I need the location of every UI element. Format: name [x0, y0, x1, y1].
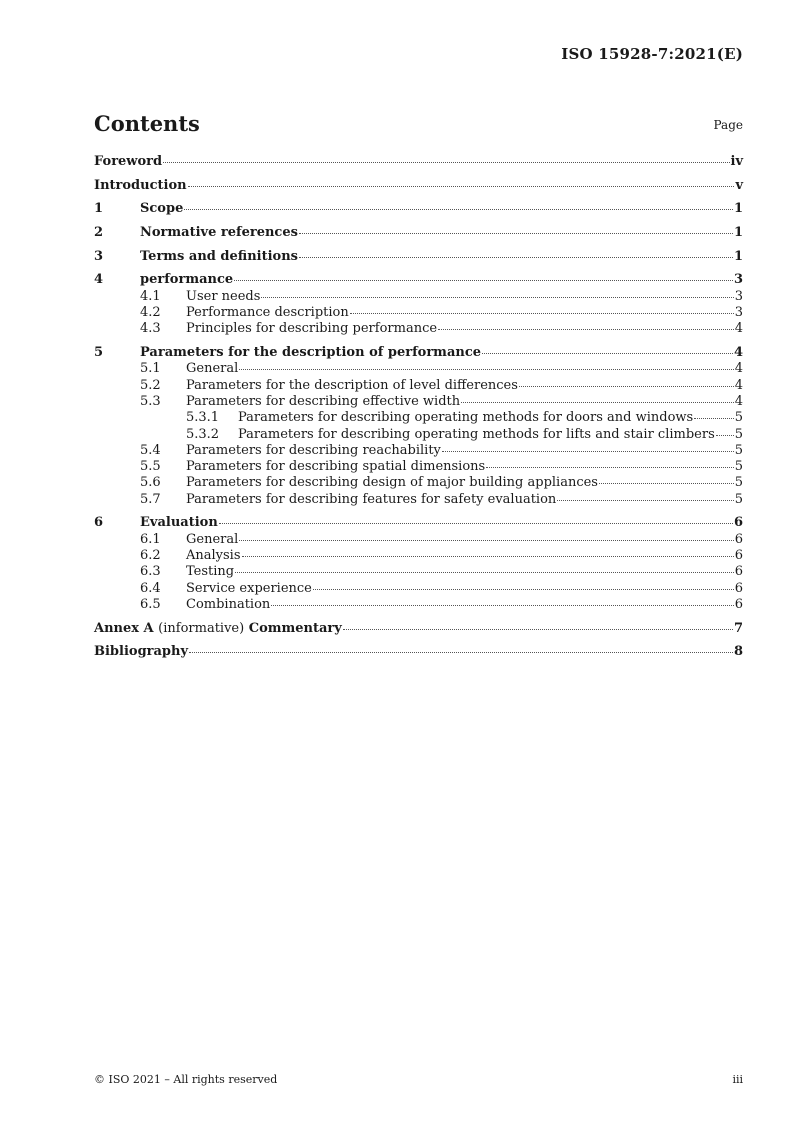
- dot-leader: [716, 435, 734, 436]
- toc-entry[interactable]: [94, 272, 743, 288]
- toc-entry-label: Parameters for describing design of major building appliances: [186, 475, 598, 491]
- toc-entry-number: 4.3: [140, 321, 161, 337]
- toc-entry-number: 6.3: [140, 564, 161, 580]
- toc-entry-number: 6.4: [140, 580, 161, 596]
- toc-entry-label: Principles for describing performance: [186, 321, 438, 337]
- toc-entry[interactable]: [94, 532, 743, 548]
- toc-entry-page: 1: [733, 201, 743, 217]
- toc-entry-number: 2: [94, 225, 104, 241]
- toc-entry-page: 1: [733, 248, 743, 264]
- toc-entry-number: 4: [94, 272, 104, 288]
- toc-entry-label: Combination: [186, 596, 271, 612]
- toc-entry[interactable]: [94, 548, 743, 564]
- toc-entry-label: Foreword: [94, 154, 163, 169]
- toc-entry-page: v: [735, 177, 743, 193]
- toc-entry-page: 5: [734, 410, 743, 426]
- toc-entry[interactable]: [94, 305, 743, 321]
- toc-entry-page: 6: [733, 515, 743, 531]
- toc-entry-number: 5.4: [140, 442, 161, 458]
- toc-entry-page: 4: [734, 393, 743, 409]
- toc-entry-label: Scope: [140, 201, 184, 217]
- toc-entry[interactable]: [94, 564, 743, 580]
- toc-entry-number: 5: [94, 345, 104, 361]
- toc-entry-label: Evaluation: [140, 515, 218, 531]
- toc-entry-label: Testing: [186, 564, 235, 580]
- toc-entry-label: Parameters for describing spatial dimensions: [186, 459, 486, 475]
- toc-entry-page: 3: [734, 305, 743, 321]
- dot-leader: [486, 467, 734, 468]
- dot-leader: [461, 402, 734, 403]
- toc-entry-label: Terms and definitions: [140, 248, 298, 264]
- table-of-contents: [94, 154, 743, 661]
- page-title: Contents: [94, 111, 200, 136]
- toc-entry-number: 6.1: [140, 531, 161, 547]
- toc-entry-number: 5.6: [140, 475, 161, 491]
- toc-entry-label: Analysis: [186, 547, 241, 563]
- toc-entry-page: 6: [734, 564, 743, 580]
- toc-entry-number: 5.3.1: [186, 410, 220, 426]
- annex-title: Commentary: [248, 620, 342, 636]
- dot-leader: [219, 523, 733, 524]
- toc-entry-number: 1: [94, 201, 104, 217]
- dot-leader: [235, 572, 734, 573]
- toc-entry-label: Parameters for describing reachability: [186, 442, 441, 458]
- dot-leader: [234, 280, 733, 281]
- toc-entry-number: 5.3: [140, 393, 161, 409]
- toc-entry-page: 3: [734, 288, 743, 304]
- toc-entry-label: Parameters for describing effective width: [186, 393, 461, 409]
- toc-entry[interactable]: [94, 443, 743, 459]
- toc-entry-page: 5: [734, 459, 743, 475]
- toc-entry-page: 5: [734, 426, 743, 442]
- toc-entry[interactable]: [94, 249, 743, 265]
- toc-entry[interactable]: [94, 410, 743, 426]
- toc-entry[interactable]: [94, 345, 743, 361]
- toc-entry-page: 4: [734, 321, 743, 337]
- toc-entry-number: 5.3.2: [186, 426, 220, 442]
- dot-leader: [188, 186, 735, 187]
- annex-status-note: (informative): [158, 620, 245, 636]
- toc-entry-number: 6.5: [140, 596, 161, 612]
- toc-entry[interactable]: [94, 394, 743, 410]
- toc-entry[interactable]: [94, 644, 743, 660]
- toc-entry[interactable]: [94, 597, 743, 613]
- toc-entry[interactable]: [94, 475, 743, 491]
- toc-entry[interactable]: [94, 225, 743, 241]
- toc-entry-label: Parameters for the description of level differences: [186, 377, 518, 393]
- toc-entry[interactable]: [94, 492, 743, 508]
- toc-entry-page: 6: [734, 580, 743, 596]
- dot-leader: [239, 369, 733, 370]
- toc-entry[interactable]: [94, 515, 743, 531]
- toc-entry-page: 5: [734, 491, 743, 507]
- toc-entry[interactable]: [94, 289, 743, 305]
- toc-entry[interactable]: [94, 427, 743, 443]
- toc-entry[interactable]: [94, 178, 743, 194]
- dot-leader: [442, 451, 734, 452]
- toc-entry-label: Parameters for the description of performance: [140, 345, 482, 361]
- dot-leader: [438, 329, 734, 330]
- dot-leader: [313, 589, 734, 590]
- toc-entry-page: 5: [734, 475, 743, 491]
- dot-leader: [242, 556, 734, 557]
- toc-entry-label: Parameters for describing features for safety evaluation: [186, 491, 557, 507]
- copyright-notice: © ISO 2021 – All rights reserved: [94, 1073, 278, 1086]
- toc-entry-label: General: [186, 531, 239, 547]
- toc-entry-page: 8: [733, 644, 743, 660]
- dot-leader: [189, 652, 733, 653]
- dot-leader: [599, 483, 734, 484]
- toc-entry-number: 5.7: [140, 491, 161, 507]
- dot-leader: [299, 257, 733, 258]
- dot-leader: [694, 418, 734, 419]
- toc-entry-page: 4: [734, 361, 743, 377]
- dot-leader: [343, 629, 733, 630]
- dot-leader: [299, 233, 733, 234]
- toc-entry-page: iv: [730, 154, 743, 169]
- toc-entry-number: 5.5: [140, 459, 161, 475]
- toc-entry-number: 3: [94, 248, 104, 264]
- toc-entry-label: General: [186, 361, 239, 377]
- toc-entry-page: 7: [733, 620, 743, 636]
- toc-entry[interactable]: [94, 321, 743, 337]
- page-column-label: Page: [713, 118, 743, 132]
- toc-entry[interactable]: [94, 621, 743, 637]
- toc-entry-page: 3: [733, 272, 743, 288]
- dot-leader: [261, 297, 733, 298]
- toc-entry-page: 4: [734, 377, 743, 393]
- toc-entry-page: 6: [734, 596, 743, 612]
- toc-entry-number: 6.2: [140, 547, 161, 563]
- dot-leader: [482, 353, 733, 354]
- toc-entry-label: performance: [140, 272, 234, 288]
- toc-entry-label: Bibliography: [94, 644, 189, 660]
- page-footer: [94, 1073, 743, 1086]
- toc-entry[interactable]: [94, 581, 743, 597]
- toc-entry-label: Service experience: [186, 580, 312, 596]
- dot-leader: [239, 540, 733, 541]
- toc-entry-label: Performance description: [186, 305, 349, 321]
- toc-entry-label: User needs: [186, 288, 261, 304]
- toc-entry-number: 5.2: [140, 377, 161, 393]
- page-number: iii: [732, 1073, 743, 1086]
- toc-entry-label: Parameters for describing operating methods for lifts and stair climbers: [238, 426, 715, 442]
- dot-leader: [163, 162, 729, 163]
- toc-entry-label: [94, 621, 342, 637]
- annex-designation: Annex A: [94, 620, 154, 636]
- toc-entry[interactable]: [94, 361, 743, 377]
- toc-entry-number: 5.1: [140, 361, 161, 377]
- toc-entry-number: 4.2: [140, 305, 161, 321]
- dot-leader: [271, 605, 733, 606]
- toc-entry-number: 4.1: [140, 288, 161, 304]
- dot-leader: [184, 209, 733, 210]
- toc-entry-label: Introduction: [94, 177, 187, 193]
- dot-leader: [557, 500, 733, 501]
- dot-leader: [519, 386, 734, 387]
- toc-entry[interactable]: [94, 378, 743, 394]
- toc-entry-number: 6: [94, 515, 104, 531]
- toc-entry-label: Normative references: [140, 225, 298, 241]
- toc-entry[interactable]: [94, 201, 743, 217]
- toc-entry-page: 1: [733, 225, 743, 241]
- document-id-header: ISO 15928-7:2021(E): [561, 45, 743, 63]
- toc-entry[interactable]: [94, 459, 743, 475]
- toc-entry-label: Parameters for describing operating methods for doors and windows: [238, 410, 694, 426]
- toc-entry-page: 6: [734, 547, 743, 563]
- toc-entry[interactable]: [94, 154, 743, 170]
- toc-entry-page: 4: [733, 345, 743, 361]
- toc-entry-page: 5: [734, 442, 743, 458]
- dot-leader: [350, 313, 734, 314]
- toc-entry-page: 6: [734, 531, 743, 547]
